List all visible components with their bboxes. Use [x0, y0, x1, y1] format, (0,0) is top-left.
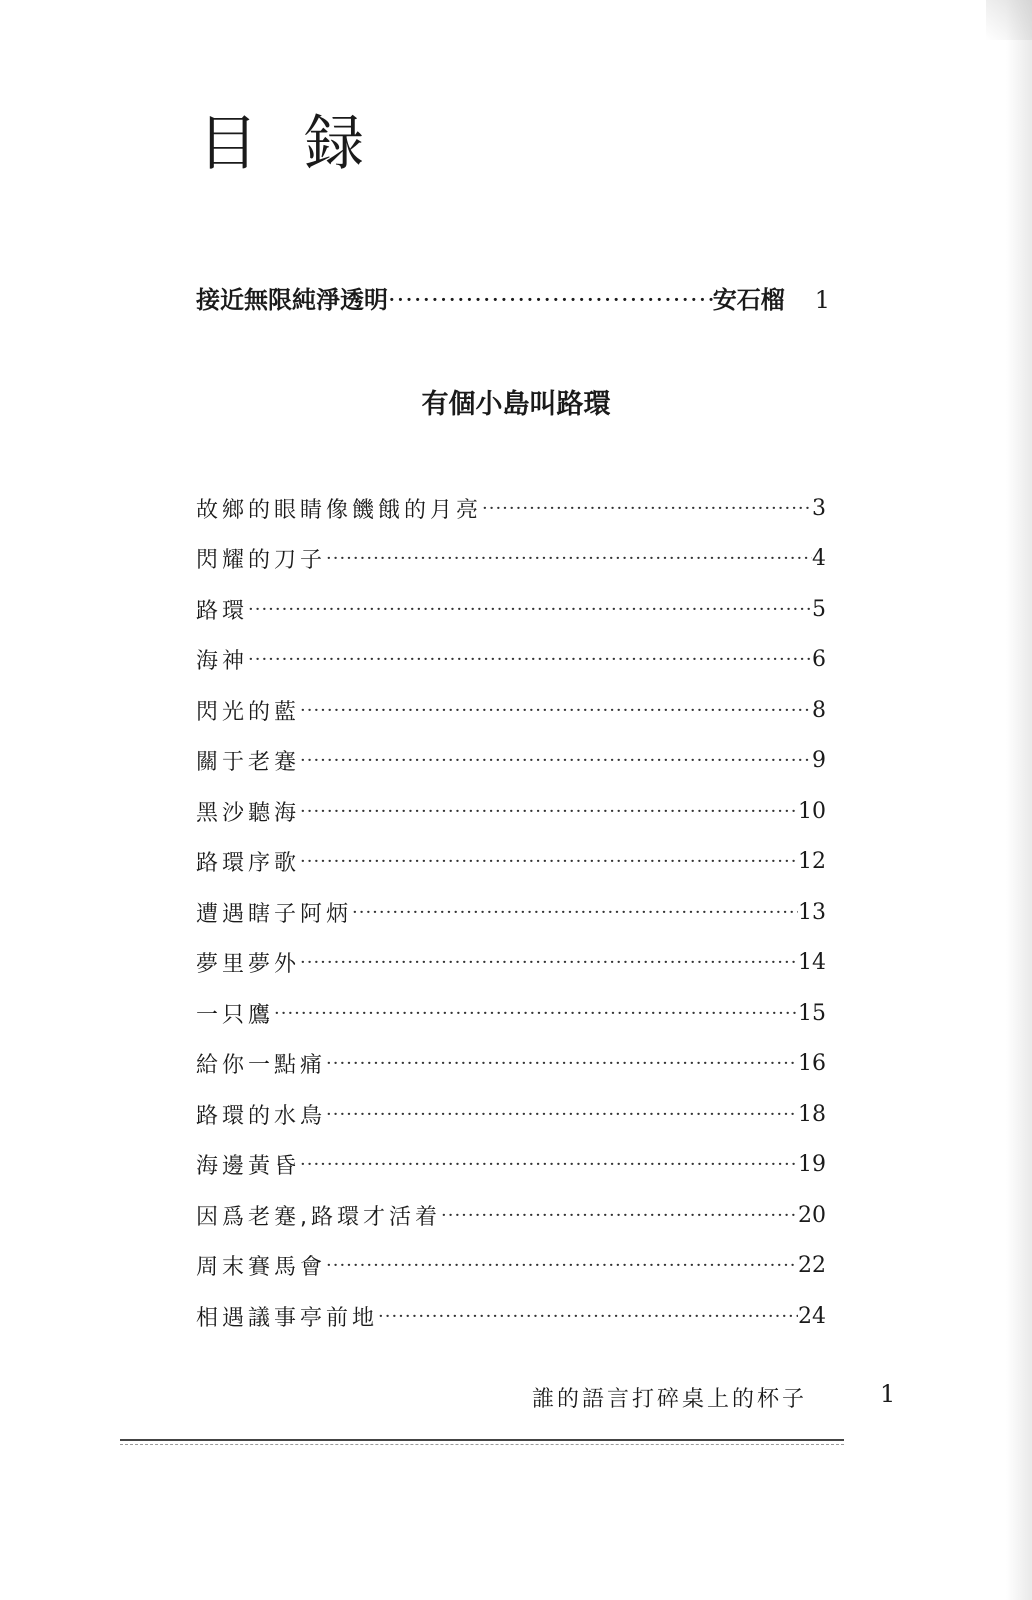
entry-page-number: 20	[798, 1202, 826, 1228]
toc-entry	[196, 1140, 826, 1191]
entry-title: 一只鷹	[196, 1002, 275, 1028]
dot-leader	[248, 599, 812, 620]
entry-title: 路環	[196, 598, 249, 624]
foreword-author: 安石榴	[712, 285, 785, 314]
entry-page-number: 16	[798, 1051, 826, 1077]
dot-leader	[441, 1205, 798, 1226]
toc-entry	[196, 584, 826, 635]
scan-shadow-edge	[1006, 0, 1032, 1600]
entry-page-number: 5	[812, 596, 826, 622]
toc-entry	[196, 736, 826, 787]
entry-title: 相遇議事亭前地	[196, 1305, 379, 1331]
dot-leader	[326, 1255, 798, 1276]
entry-page-number: 14	[798, 950, 826, 976]
entry-page-number: 22	[798, 1253, 826, 1279]
entry-page-number: 12	[798, 849, 826, 875]
foreword-page-number: 1	[814, 286, 830, 314]
entry-title: 閃光的藍	[196, 699, 301, 725]
entry-page-number: 6	[812, 647, 826, 673]
entry-page-number: 4	[812, 546, 826, 572]
section-heading: 有個小島叫路環	[421, 389, 611, 420]
dot-leader	[326, 1104, 798, 1125]
footer-rule-dashed	[120, 1444, 844, 1445]
entry-page-number: 15	[798, 1000, 826, 1026]
entry-title: 閃耀的刀子	[196, 548, 327, 574]
toc-entry	[196, 1190, 826, 1241]
toc-entry	[196, 1089, 826, 1140]
dot-leader	[300, 801, 798, 822]
dot-leader	[388, 286, 713, 314]
toc-entry	[196, 534, 826, 585]
entry-page-number: 18	[798, 1101, 826, 1127]
entry-title: 海邊黃昏	[196, 1154, 301, 1180]
entry-title: 周末賽馬會	[196, 1255, 327, 1281]
toc-entry	[196, 685, 826, 736]
dot-leader	[300, 952, 798, 973]
footer-page-number: 1	[880, 1380, 896, 1408]
dot-leader	[300, 750, 812, 771]
entry-page-number: 3	[812, 495, 826, 521]
toc-entry	[196, 1039, 826, 1090]
toc-entry	[196, 938, 826, 989]
entry-title: 故鄉的眼睛像饑餓的月亮	[196, 497, 483, 523]
dot-leader	[482, 498, 812, 519]
toc-entry	[196, 786, 826, 837]
entry-title: 路環的水鳥	[196, 1103, 327, 1129]
dot-leader	[248, 649, 812, 670]
toc-title: 目録	[198, 109, 410, 179]
dot-leader	[300, 700, 812, 721]
foreword-title: 接近無限純淨透明	[196, 285, 388, 314]
entry-title: 給你一點痛	[196, 1053, 327, 1079]
entry-title: 夢里夢外	[196, 952, 301, 978]
entry-title: 黑沙聽海	[196, 800, 301, 826]
toc-entry	[196, 837, 826, 888]
dot-leader	[352, 902, 798, 923]
toc-entry	[196, 988, 826, 1039]
entry-title: 海神	[196, 649, 249, 675]
entry-title: 關于老蹇	[196, 750, 301, 776]
dot-leader	[300, 1154, 798, 1175]
entry-title: 因爲老蹇,路環才活着	[196, 1204, 441, 1230]
entry-page-number: 13	[798, 899, 826, 925]
entry-title: 遭遇瞎子阿炳	[196, 901, 353, 927]
running-footer-title: 誰的語言打碎桌上的杯子	[532, 1387, 808, 1412]
dot-leader	[378, 1306, 798, 1327]
entry-page-number: 24	[798, 1303, 826, 1329]
toc-entry-list	[196, 483, 826, 1342]
entry-page-number: 10	[798, 798, 826, 824]
entry-page-number: 19	[798, 1152, 826, 1178]
toc-entry	[196, 635, 826, 686]
footer-rule	[120, 1439, 844, 1441]
dot-leader	[326, 548, 812, 569]
entry-title: 路環序歌	[196, 851, 301, 877]
scan-shadow-corner	[986, 0, 1032, 40]
foreword-entry	[196, 280, 830, 315]
toc-entry	[196, 1291, 826, 1342]
toc-entry	[196, 483, 826, 534]
dot-leader	[300, 851, 798, 872]
dot-leader	[274, 1003, 798, 1024]
entry-page-number: 8	[812, 697, 826, 723]
entry-page-number: 9	[812, 748, 826, 774]
dot-leader	[326, 1053, 798, 1074]
toc-entry	[196, 887, 826, 938]
toc-entry	[196, 1241, 826, 1292]
